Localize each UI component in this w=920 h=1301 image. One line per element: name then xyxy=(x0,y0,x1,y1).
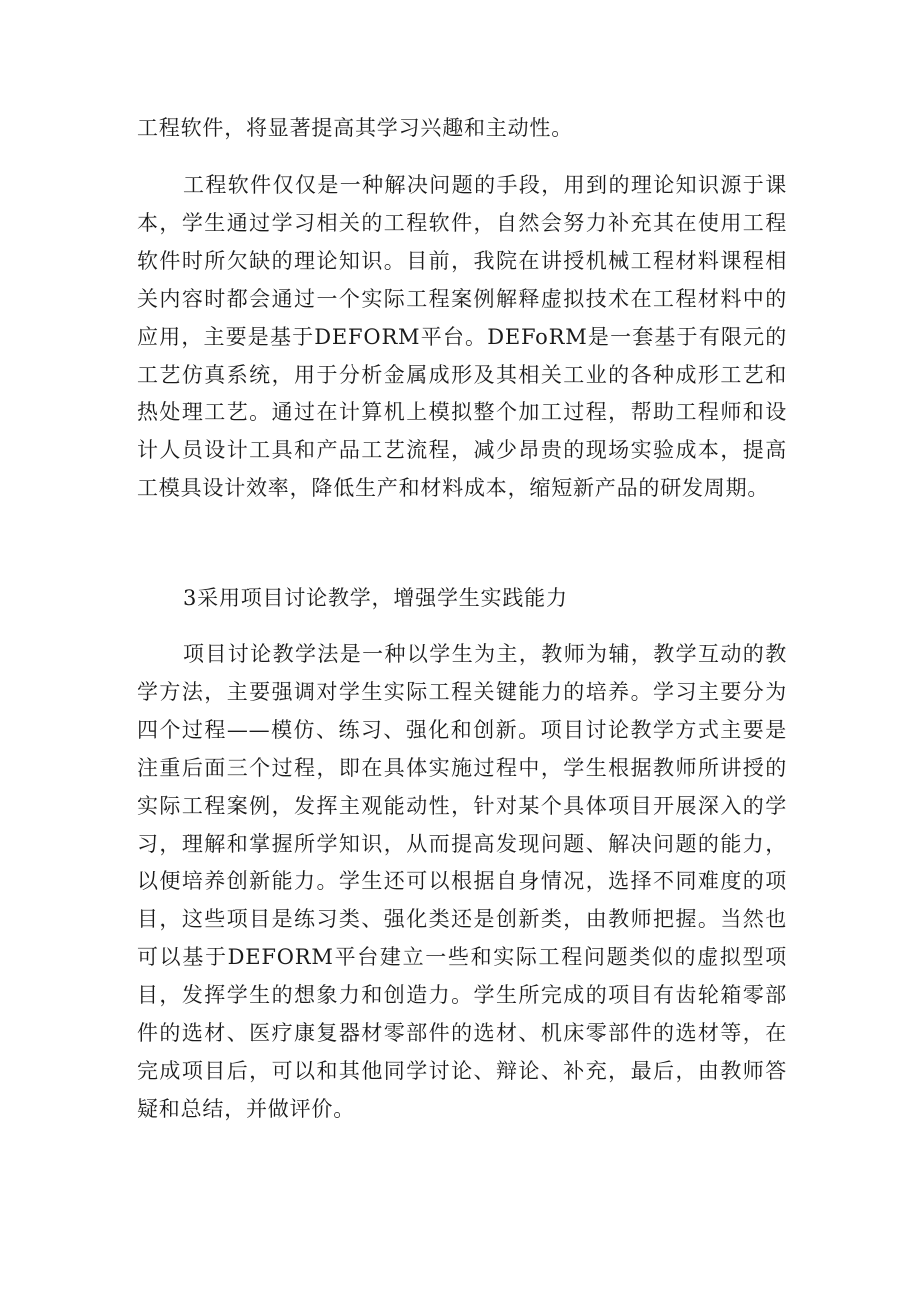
section-heading-3: 3采用项目讨论教学，增强学生实践能力 xyxy=(183,586,568,610)
paragraph-engineering-software: 工程软件仅仅是一种解决问题的手段，用到的理论知识源于课本，学生通过学习相关的工程软件，自然会努力补充其在使用工程软件时所欠缺的理论知识。目前，我院在讲授机械工程材料课程相关内容时都会通过一个实际工程案例解释虚拟技术在工程材料中的应用，主要是基于DEFORM平台。DEFoRM是一套基于有限元的工艺仿真系统，用于分析金属成形及其相关工业的各种成形工艺和热处理工艺。通过在计算机上模拟整个加工过程，帮助工程师和设计人员设计工具和产品工艺流程，减少昂贵的现场实验成本，提高工模具设计效率，降低生产和材料成本，缩短新产品的研发周期。 xyxy=(137,173,787,501)
paragraph-project-discussion: 项目讨论教学法是一种以学生为主，教师为辅，教学互动的教学方法，主要强调对学生实际工程关键能力的培养。学习主要分为四个过程——模仿、练习、强化和创新。项目讨论教学方式主要是注重后面三个过程，即在具体实施过程中，学生根据教师所讲授的实际工程案例，发挥主观能动性，针对某个具体项目开展深入的学习，理解和掌握所学知识，从而提高发现问题、解决问题的能力，以便培养创新能力。学生还可以根据自身情况，选择不同难度的项目，这些项目是练习类、强化类还是创新类，由教师把握。当然也可以基于DEFORM平台建立一些和实际工程问题类似的虚拟型项目，发挥学生的想象力和创造力。学生所完成的项目有齿轮箱零部件的选材、医疗康复器材零部件的选材、机床零部件的选材等，在完成项目后，可以和其他同学讨论、辩论、补充，最后，由教师答疑和总结，并做评价。 xyxy=(137,642,787,1121)
paragraph-continuation: 工程软件，将显著提高其学习兴趣和主动性。 xyxy=(137,116,573,140)
